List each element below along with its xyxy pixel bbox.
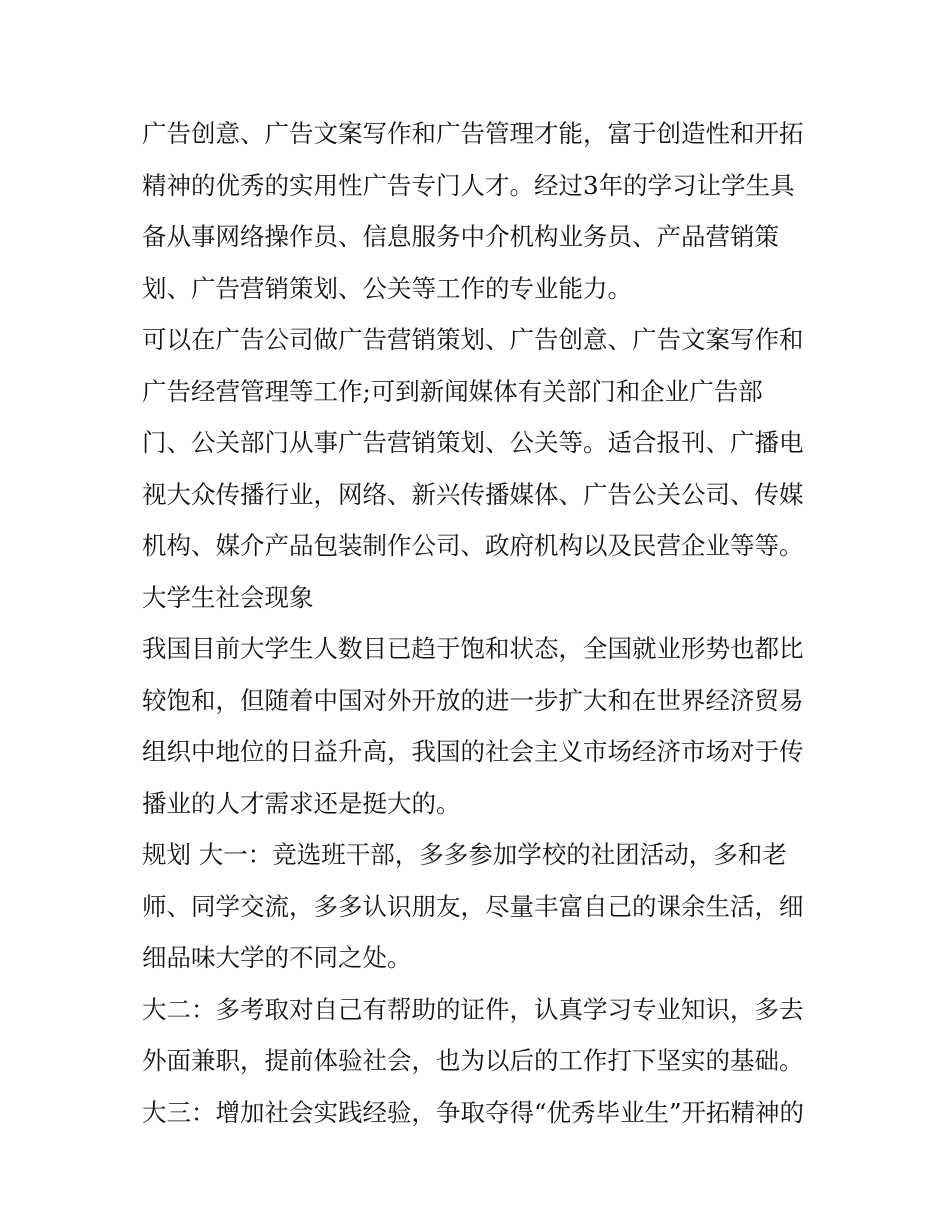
text-line: 机构、媒介产品包装制作公司、政府机构以及民营企业等等。: [142, 531, 804, 560]
text-line: 规划 大一：竞选班干部，多多参加学校的社团活动，多和老: [142, 840, 787, 869]
text-line: 视大众传播行业，网络、新兴传播媒体、广告公关公司、传媒: [142, 479, 804, 509]
text-line: 大三：增加社会实践经验，争取夺得“优秀毕业生”开拓精神的: [142, 1097, 805, 1127]
text-line: 组织中地位的日益升高，我国的社会主义市场经济市场对于传: [142, 737, 804, 766]
text-line: 外面兼职，提前体验社会，也为以后的工作打下坚实的基础。: [142, 1046, 804, 1075]
text-line: 我国目前大学生人数目已趋于饱和状态，全国就业形势也都比: [142, 634, 804, 663]
text-line: 划、广告营销策划、公关等工作的专业能力。: [142, 273, 632, 303]
text-line: 广告经营管理等工作;可到新闻媒体有关部门和企业广告部: [142, 376, 763, 406]
text-line: 备从事网络操作员、信息服务中介机构业务员、产品营销策: [142, 222, 779, 251]
text-line: 精神的优秀的实用性广告专门人才。经过3年的学习让学生具: [142, 170, 795, 200]
text-line: 大二：多考取对自己有帮助的证件，认真学习专业知识，多去: [142, 994, 804, 1024]
text-line: 可以在广告公司做广告营销策划、广告创意、广告文案写作和: [142, 325, 804, 354]
document-body: [142, 108, 822, 1138]
text-line: 播业的人才需求还是挺大的。: [142, 788, 461, 818]
section-heading: 大学生社会现象: [142, 582, 314, 612]
text-line: 师、同学交流，多多认识朋友，尽量丰富自己的课余生活，细: [142, 891, 804, 921]
text-line: 较饱和，但随着中国对外开放的进一步扩大和在世界经济贸易: [142, 685, 804, 715]
text-line: 门、公关部门从事广告营销策划、公关等。适合报刊、广播电: [142, 428, 804, 457]
text-line: 广告创意、广告文案写作和广告管理才能，富于创造性和开拓: [142, 119, 804, 148]
text-line: 细品味大学的不同之处。: [142, 943, 412, 972]
